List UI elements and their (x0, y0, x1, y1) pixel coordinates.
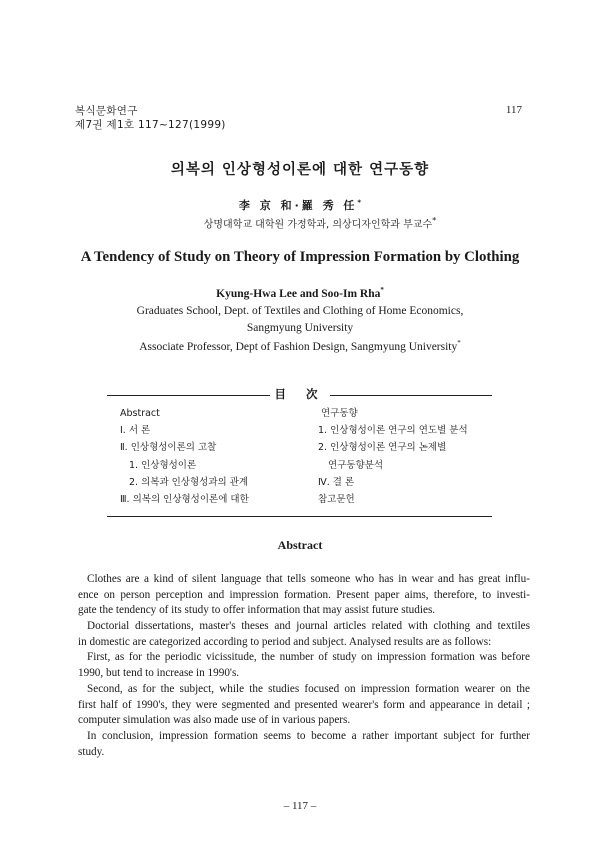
journal-volume: 제7권 제1호 117~127(1999) (75, 119, 226, 131)
journal-citation (75, 104, 226, 132)
toc-item: 1. 인상형성이론 연구의 연도별 분석 (318, 425, 468, 437)
abstract-line: Clothes are a kind of silent language that tells someone who has in wear and has great influ- (87, 573, 530, 585)
toc-item: Ⅳ. 결 론 (318, 476, 355, 488)
toc-item: 2. 인상형성이론 연구의 논제별 (318, 442, 447, 454)
korean-affiliation-mark: * (432, 215, 437, 225)
authors-english-names: Kyung-Hwa Lee and Soo-Im Rha (216, 287, 381, 300)
abstract-line: ence on person perception and impression formation. Present paper aims, therefore, to investi- (78, 588, 530, 601)
toc-item: Abstract (120, 408, 160, 419)
authors-english (0, 286, 600, 300)
affiliation-line-2: Sangmyung University (246, 322, 354, 334)
english-title: A Tendency of Study on Theory of Impression Formation by Clothing (80, 249, 520, 265)
abstract-line: Second, as for the subject, while the studies focused on impression formation wearer on the (87, 682, 530, 695)
authors-hanja (0, 197, 600, 213)
toc-item: 참고문헌 (318, 493, 355, 505)
toc-item: 2. 의복과 인상형성과의 관계 (129, 476, 249, 488)
affiliation-line-3-text: Associate Professor, Dept of Fashion Design, Sangmyung University (139, 340, 458, 353)
toc-item: Ⅱ. 인상형성이론의 고찰 (120, 442, 217, 454)
abstract-line: 1990, but tend to increase in 1990's. (78, 667, 240, 680)
abstract-line: In conclusion, impression formation seems to become a rather important subject for further (87, 729, 530, 742)
abstract-line: computer simulation was also made use of in various papers. (78, 714, 351, 727)
korean-title: 의복의 인상형성이론에 대한 연구동향 (170, 162, 430, 178)
toc-right-column (318, 405, 468, 508)
abstract-line: first half of 1990's, they were segmented and presented wearer's form and appearance in detail ; (78, 698, 530, 711)
toc-title: 目 次 (270, 386, 330, 402)
abstract-line: Doctorial dissertations, master's theses and journal articles related with clothing and textiles (87, 620, 530, 633)
toc-item: 1. 인상형성이론 (129, 459, 197, 471)
toc-left-column (120, 405, 249, 508)
authors-hanja-mark: * (357, 198, 362, 207)
abstract-heading: Abstract (277, 538, 323, 552)
toc-item: Ⅰ. 서 론 (120, 425, 151, 437)
abstract-line: study. (78, 745, 105, 758)
authors-hanja-names: 李 京 和·羅 秀 任 (238, 199, 358, 212)
abstract-line: First, as for the periodic vicissitude, the number of study on impression formation was before (87, 651, 530, 664)
journal-name: 복식문화연구 (75, 105, 138, 117)
korean-affiliation (0, 215, 600, 230)
toc-item: Ⅲ. 의복의 인상형성이론에 대한 (120, 493, 249, 505)
page-number-top: 117 (505, 104, 522, 116)
affiliation-line-3-mark: * (457, 339, 461, 347)
affiliation-line-3 (0, 339, 600, 353)
korean-affiliation-text: 상명대학교 대학원 가정학과, 의상디자인학과 부교수 (203, 219, 433, 231)
abstract-line: gate the tendency of its study to offer information that may assist future studies. (78, 604, 436, 617)
authors-english-mark: * (380, 286, 384, 294)
affiliation-line-1: Graduates School, Dept. of Textiles and Clothing of Home Economics, (136, 305, 464, 317)
page-number-bottom: – 117 – (283, 800, 317, 812)
toc-item: 연구동향 (321, 408, 358, 419)
abstract-body (78, 572, 530, 760)
toc-item: 연구동향분석 (328, 459, 384, 471)
abstract-line: in domestic are categorized according to period and subject. Analysed results are as follows: (78, 635, 492, 648)
